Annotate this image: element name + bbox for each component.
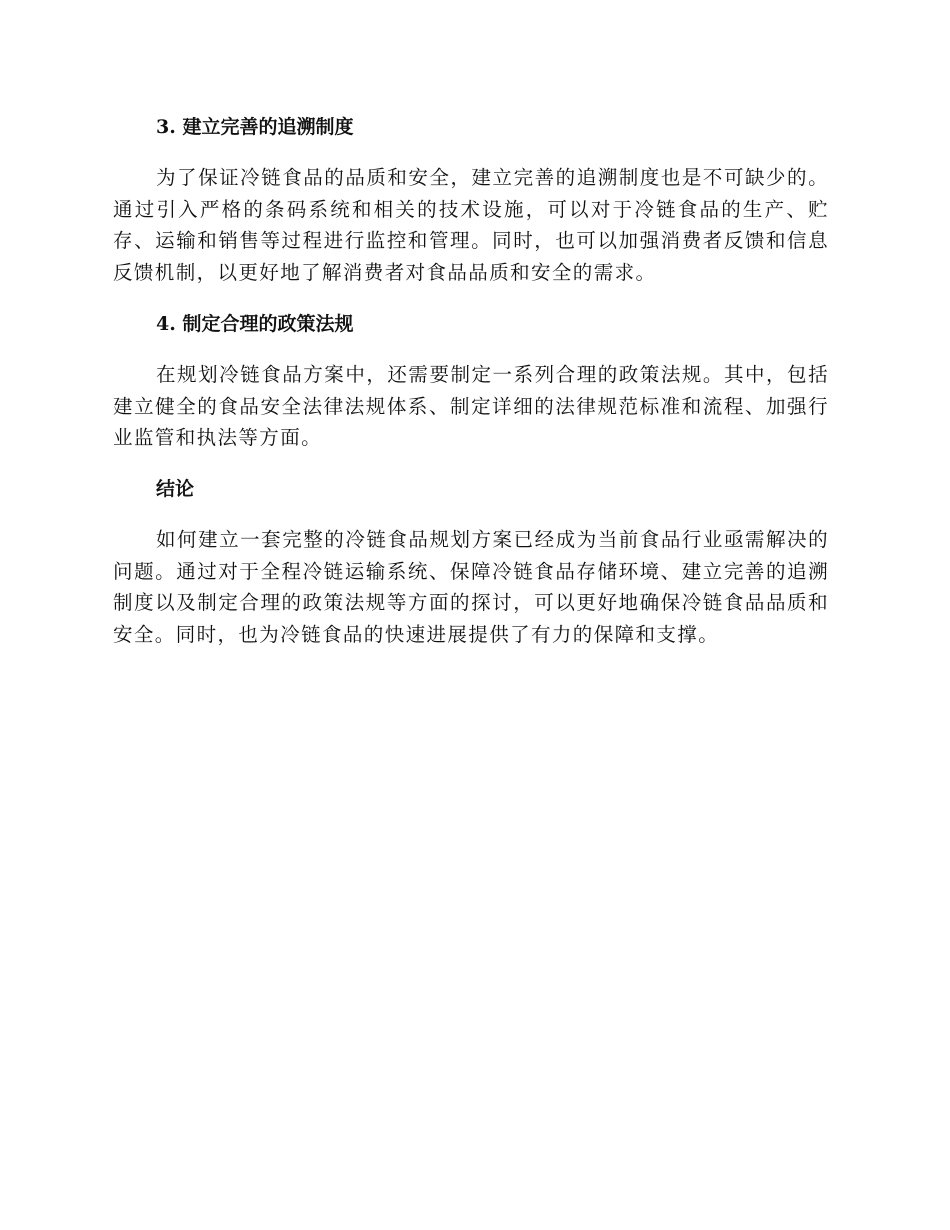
section-paragraph-policy: 在规划冷链食品方案中，还需要制定一系列合理的政策法规。其中，包括建立健全的食品安全法律法规体系、制定详细的法律规范标准和流程、加强行业监管和执法等方面。 [113, 362, 829, 450]
section-heading-traceability: 3. 建立完善的追溯制度 [156, 116, 354, 138]
section-paragraph-traceability: 为了保证冷链食品的品质和安全，建立完善的追溯制度也是不可缺少的。通过引入严格的条码系统和相关的技术设施，可以对于冷链食品的生产、贮存、运输和销售等过程进行监控和管理。同时，也可以加强消费者反馈和信息反馈机制，以更好地了解消费者对食品品质和安全的需求。 [113, 166, 829, 285]
section-heading-policy: 4. 制定合理的政策法规 [156, 312, 354, 335]
document-body [113, 112, 829, 671]
section-heading-conclusion: 结论 [156, 477, 195, 500]
section-paragraph-conclusion: 如何建立一套完整的冷链食品规划方案已经成为当前食品行业亟需解决的问题。通过对于全程冷链运输系统、保障冷链食品存储环境、建立完善的追溯制度以及制定合理的政策法规等方面的探讨，可以更好地确保冷链食品品质和安全。同时，也为冷链食品的快速进展提供了有力的保障和支撑。 [113, 527, 829, 647]
